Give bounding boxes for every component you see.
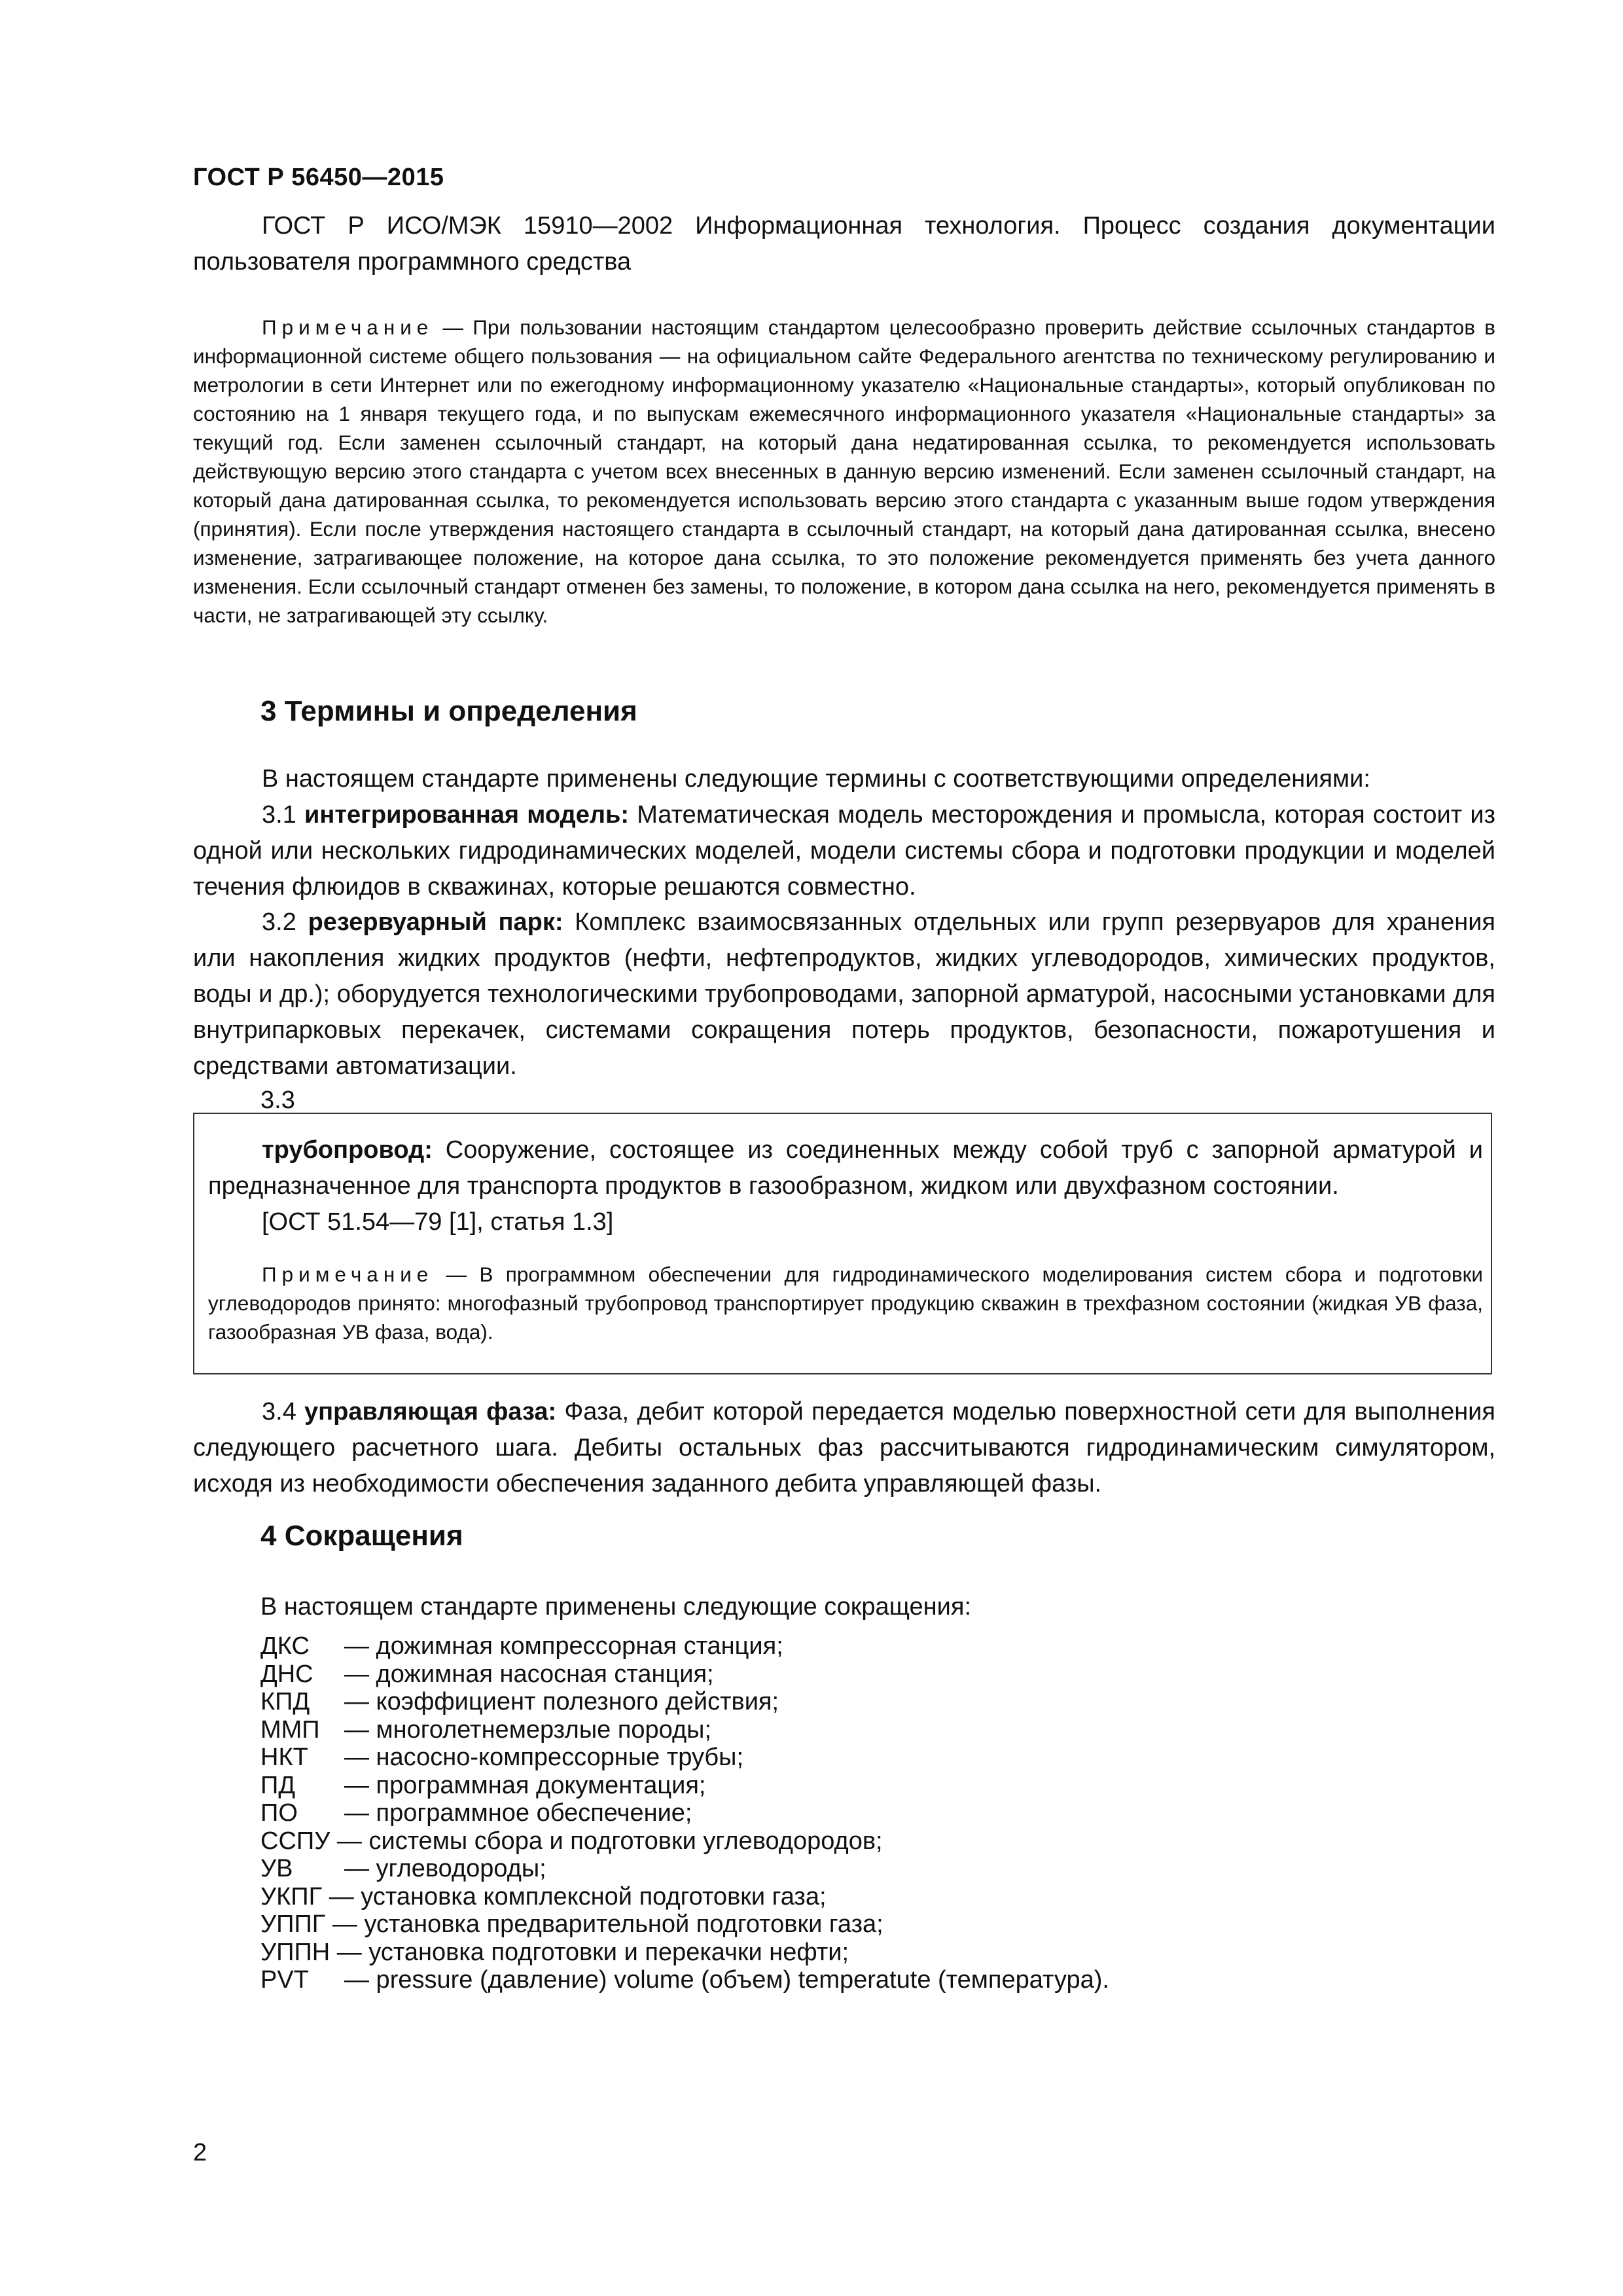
abbreviation-description: — программная документация; — [344, 1771, 706, 1799]
abbreviation-description: — установка комплексной подготовки газа; — [329, 1882, 827, 1910]
abbreviation-description: — дожимная компрессорная станция; — [344, 1632, 783, 1660]
abbreviation-code: ПО — [260, 1799, 298, 1827]
list-item — [260, 1744, 1109, 1772]
term-number: 3.2 — [262, 908, 308, 936]
list-item — [260, 1799, 1109, 1827]
list-item — [260, 1827, 1109, 1856]
term-3-4 — [193, 1394, 1495, 1502]
abbreviation-description: — pressure (давление) volume (объем) temperatute (температура). — [344, 1966, 1109, 1994]
term-number: 3.1 — [262, 801, 305, 829]
reference-note — [193, 313, 1495, 630]
abbreviation-code: ССПУ — [260, 1827, 330, 1855]
abbreviation-description: — системы сбора и подготовки углеводородов; — [336, 1827, 883, 1855]
abbreviation-description: — дожимная насосная станция; — [344, 1660, 714, 1688]
term-definition: Сооружение, состоящее из соединенных между собой труб с запорной арматурой и предназначенное для транспорта продуктов в газообразном, жидком или двухфазном состоянии. — [208, 1136, 1483, 1200]
list-item — [260, 1688, 1109, 1716]
section-3-intro: В настоящем стандарте применены следующие термины с соответствующими определениями: — [262, 765, 1370, 793]
list-item — [260, 1910, 1109, 1939]
list-item — [260, 1772, 1109, 1800]
list-item — [260, 1632, 1109, 1660]
abbreviation-code: УППГ — [260, 1910, 326, 1938]
term-3-3-number: 3.3 — [260, 1086, 295, 1114]
section-3-title: 3 Термины и определения — [260, 695, 637, 727]
abbreviation-code: ПД — [260, 1771, 296, 1799]
abbreviation-description: — насосно-компрессорные трубы; — [344, 1744, 744, 1771]
abbreviation-list — [260, 1632, 1109, 1994]
term-definition: Комплекс взаимосвязанных отдельных или групп резервуаров для хранения или накопления жидких продуктов (нефти, нефтепродуктов, жидких углеводородов, химических продуктов, воды и др.); оборудуется технологическими трубопроводами, запорной арматурой, насосными установками для внутрипарковых перекачек, системами сокращения потерь продуктов, безопасности, пожаротушения и средствами автоматизации. — [193, 908, 1496, 1080]
abbreviation-description: — установка предварительной подготовки газа; — [332, 1910, 883, 1938]
term-number: 3.4 — [262, 1398, 305, 1426]
list-item — [260, 1966, 1109, 1994]
abbreviation-code: КПД — [260, 1688, 310, 1715]
term-3-3 — [208, 1132, 1483, 1204]
abbreviation-code: НКТ — [260, 1744, 308, 1771]
term-source: [ОСТ 51.54—79 [1], статья 1.3] — [262, 1208, 614, 1236]
term-3-1 — [193, 797, 1495, 905]
abbreviation-code: ДКС — [260, 1632, 310, 1660]
term-name: интегрированная модель: — [304, 801, 630, 829]
term-3-3-note — [208, 1260, 1483, 1346]
abbreviation-description: — установка подготовки и перекачки нефти; — [336, 1938, 849, 1966]
abbreviation-code: ДНС — [260, 1660, 313, 1688]
page-number: 2 — [193, 2139, 207, 2166]
abbreviation-code: ММП — [260, 1715, 320, 1744]
abbreviation-code: УППН — [260, 1938, 330, 1966]
term-name: трубопровод: — [262, 1136, 433, 1164]
normative-reference: ГОСТ Р ИСО/МЭК 15910—2002 Информационная технология. Процесс создания документации пользователя программного средства — [193, 212, 1495, 276]
section-4-title: 4 Сокращения — [260, 1520, 463, 1552]
term-name: резервуарный парк: — [308, 908, 563, 936]
section-4-intro: В настоящем стандарте применены следующие сокращения: — [260, 1593, 972, 1621]
document-header: ГОСТ Р 56450—2015 — [193, 164, 444, 191]
abbreviation-description: — многолетнемерзлые породы; — [344, 1715, 712, 1744]
abbreviation-description: — углеводороды; — [344, 1855, 546, 1882]
note-label: Примечание — [262, 1263, 434, 1286]
abbreviation-code: PVT — [260, 1966, 309, 1994]
list-item — [260, 1939, 1109, 1967]
note-text: — В программном обеспечении для гидродинамического моделирования систем сбора и подготовки углеводородов принято: многофазный трубопровод транспортирует продукцию скважин в трехфазном состоянии (жидкая УВ фаза, газообразная УВ фаза, вода). — [208, 1263, 1483, 1344]
abbreviation-description: — коэффициент полезного действия; — [344, 1688, 779, 1715]
term-3-2 — [193, 905, 1495, 1085]
abbreviation-code: УКПГ — [260, 1882, 323, 1910]
note-label: Примечание — [262, 315, 434, 339]
note-text: — При пользовании настоящим стандартом целесообразно проверить действие ссылочных стандартов в информационной системе общего пользования — на официальном сайте Федерального агентства по техническому регулированию и метрологии в сети Интернет или по ежегодному информационному указателю «Национальные стандарты», который опубликован по состоянию на 1 января текущего года, и по выпускам ежемесячного информационного указателя «Национальные стандарты» за текущий год. Если заменен ссылочный стандарт, на который дана недатированная ссылка, то рекомендуется использовать действующую версию этого стандарта с учетом всех внесенных в данную версию изменений. Если заменен ссылочный стандарт, на который дана датированная ссылка, то рекомендуется использовать версию этого стандарта с указанным выше годом утверждения (принятия). Если после утверждения настоящего стандарта в ссылочный стандарт, на который дана датированная ссылка, внесено изменение, затрагивающее положение, на которое дана ссылка, то это положение рекомендуется применять без учета данного изменения. Если ссылочный стандарт отменен без замены, то положение, в котором дана ссылка на него, рекомендуется применять в части, не затрагивающей эту ссылку. — [193, 315, 1495, 627]
term-definition: Математическая модель месторождения и промысла, которая состоит из одной или нескольких гидродинамических моделей, модели системы сбора и подготовки продукции и моделей течения флюидов в скважинах, которые решаются совместно. — [193, 801, 1495, 901]
abbreviation-description: — программное обеспечение; — [344, 1799, 692, 1827]
list-item — [260, 1855, 1109, 1883]
list-item — [260, 1660, 1109, 1689]
list-item — [260, 1883, 1109, 1911]
list-item — [260, 1716, 1109, 1744]
term-definition: Фаза, дебит которой передается моделью поверхностной сети для выполнения следующего расчетного шага. Дебиты остальных фаз рассчитываются гидродинамическим симулятором, исходя из необходимости обеспечения заданного дебита управляющей фазы. — [193, 1398, 1495, 1498]
term-name: управляющая фаза: — [304, 1398, 557, 1426]
abbreviation-code: УВ — [260, 1855, 293, 1882]
